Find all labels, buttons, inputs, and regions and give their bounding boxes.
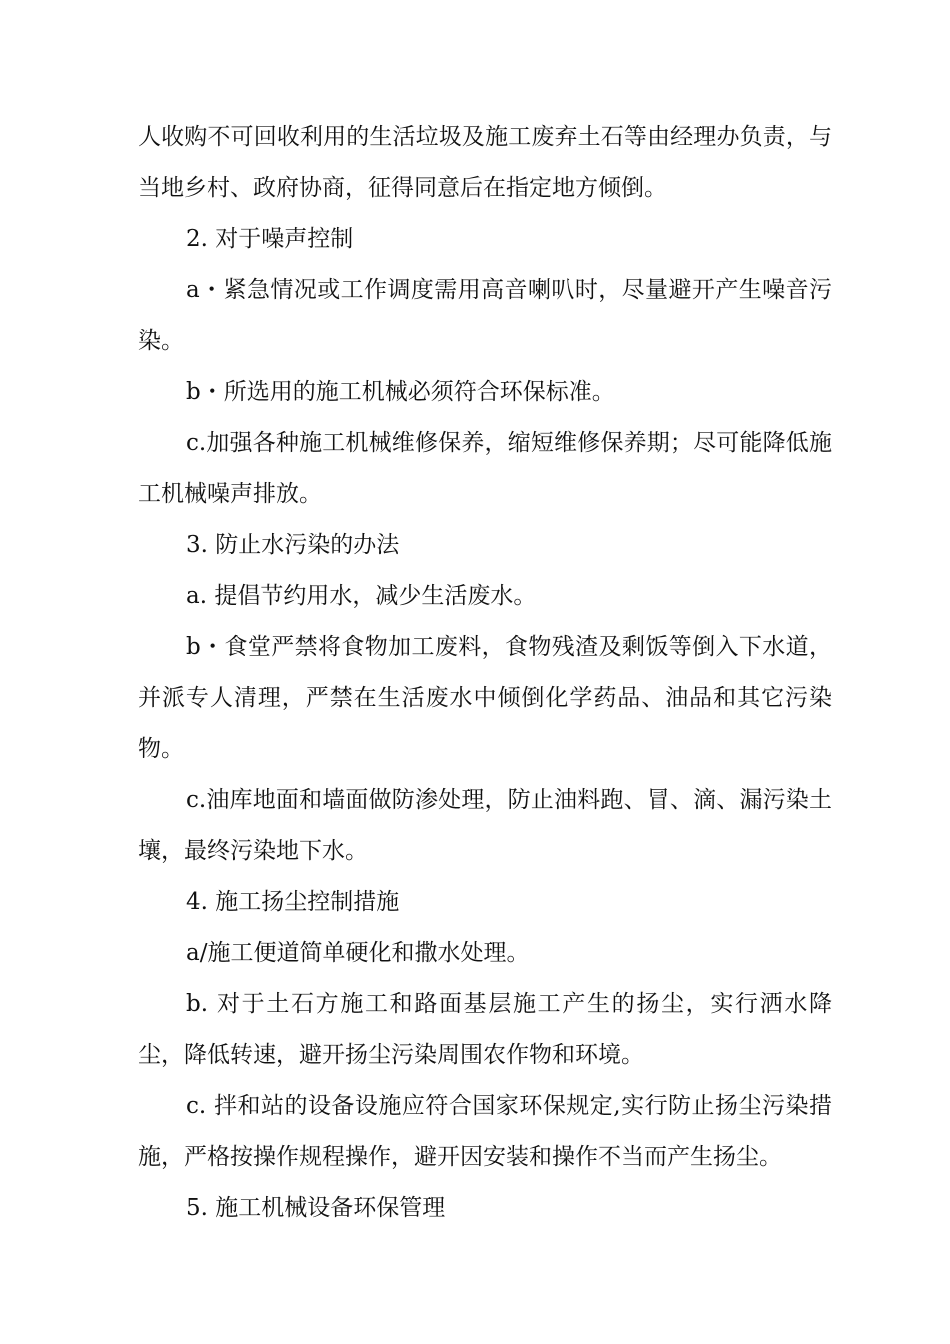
paragraph: a・紧急情况或工作调度需用高音喇叭时，尽量避开产生噪音污染。 xyxy=(138,277,832,354)
section-heading: 3. 防止水污染的办法 xyxy=(186,532,400,558)
paragraph: b. 对于土石方施工和路面基层施工产生的扬尘，实行洒水降尘，降低转速，避开扬尘污染周围农作物和环境。 xyxy=(138,991,832,1068)
paragraph: c. 拌和站的设备设施应符合国家环保规定,实行防止扬尘污染措施，严格按操作规程操作，避开因安装和操作不当而产生扬尘。 xyxy=(138,1093,832,1170)
paragraph: c.加强各种施工机械维修保养，缩短维修保养期；尽可能降低施工机械噪声排放。 xyxy=(138,430,832,507)
section-heading: 5. 施工机械设备环保管理 xyxy=(186,1195,446,1221)
section-heading: 4. 施工扬尘控制措施 xyxy=(186,889,400,915)
paragraph: b・所选用的施工机械必须符合环保标准。 xyxy=(186,379,615,405)
document-body xyxy=(138,112,832,1234)
paragraph: c.油库地面和墙面做防渗处理，防止油料跑、冒、滴、漏污染土壤，最终污染地下水。 xyxy=(138,787,832,864)
paragraph: b・食堂严禁将食物加工废料，食物残渣及剩饭等倒入下水道，并派专人清理，严禁在生活废水中倾倒化学药品、油品和其它污染物。 xyxy=(138,634,832,762)
paragraph: a. 提倡节约用水，减少生活废水。 xyxy=(186,583,537,609)
paragraph: 人收购不可回收利用的生活垃圾及施工废弃土石等由经理办负责，与当地乡村、政府协商，征得同意后在指定地方倾倒。 xyxy=(138,124,832,201)
section-heading: 2. 对于噪声控制 xyxy=(186,226,354,252)
paragraph: a/施工便道简单硬化和撒水处理。 xyxy=(186,940,530,966)
